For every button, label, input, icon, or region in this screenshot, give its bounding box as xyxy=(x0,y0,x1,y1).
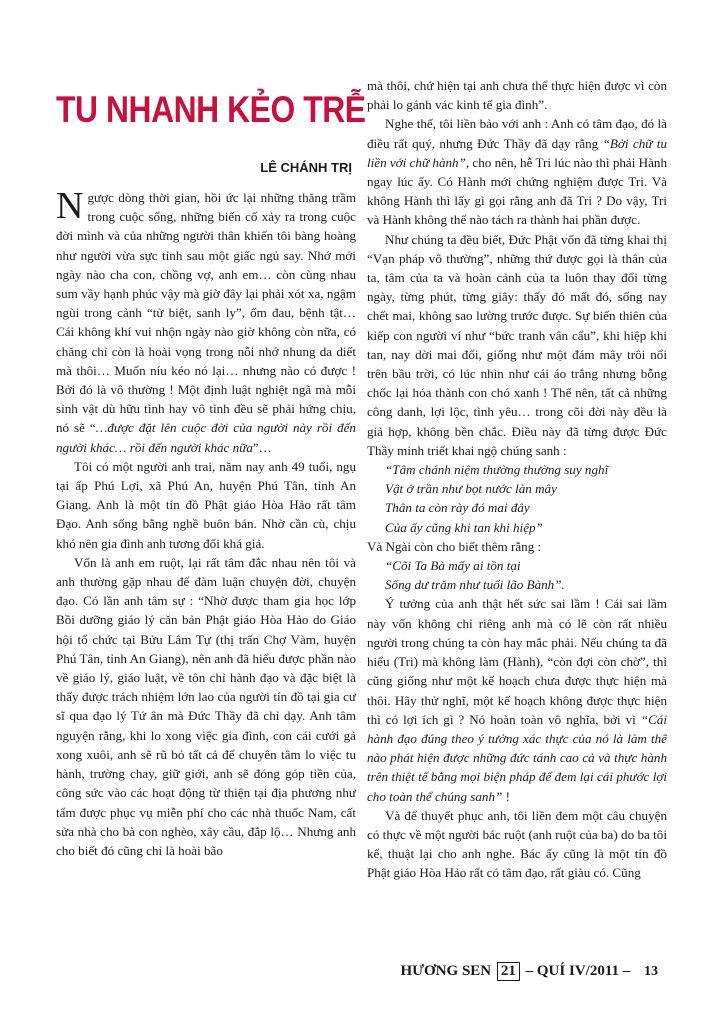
reply-text-b: , cho nên, hễ Tri lúc nào thì phải Hành ngay lúc ấy. Có Hành mới chứng nghiệm được Tri. Và không Hành thì lấy gì gọi rằng anh đã Tri ? Do vậy, Tri và Hành không thể nào tách ra thành hai phần được. xyxy=(367,154,667,228)
poem-line: “Cõi Ta Bà mấy ai tồn tại xyxy=(385,558,521,574)
confession-continued: mà thôi, chứ hiện tại anh chưa thể thực hiện được vì còn phải lo gánh vác kinh tế gia đình”. xyxy=(367,78,667,113)
page-number: 13 xyxy=(644,964,658,979)
poem-verse-2 xyxy=(367,556,667,594)
footer-dash: – xyxy=(525,963,534,979)
story-paragraph: Và để thuyết phục anh, tôi liền đem một câu chuyện có thực về một người bác ruột (anh ruột của ba) do ba tôi kể, thuật lại cho anh nghe. Bác ấy cũng là một tín đồ Phật giáo Hòa Hảo rất có tâm đạo, rất giàu có. Cũng xyxy=(367,807,667,881)
drop-cap: N xyxy=(56,188,84,227)
mistake-quote: “Cái hành đạo đúng theo ý tưởng xác thực của nó là làm thế nào phát hiện được những đức tánh cao cả và thực hành trên thiệt tế bằng mọi biện pháp để đem lại cái phước lợi cho toàn thể chúng sanh” xyxy=(367,711,667,804)
impermanence-paragraph: Như chúng ta đều biết, Đức Phật vốn đã từng khai thị “Vạn pháp vô thường”, những thứ được gọi là thân của ta, tâm của ta và hoàn cảnh của ta luôn thay đổi từng ngày, từng phút, từng giây: thấy đó mất đó, sống nay chết mai, không sao lường trước được. Sự biến thiên của kiếp con người ví như “bức tranh vân cẩu”, khi hiệp khi tan, nay dời mai đổi, giống như một đám mây trôi nổi trên bầu trời, có lúc nhìn như cái áo trắng nhưng bỗng chốc lại hóa thành con chó xanh ! Thế nên, tất cả những công danh, lợi lộc, tình yêu… trong cõi đời này đều là giả hợp, không bền chắc. Điều này đã từng được Đức Thầy minh triết khai ngộ chúng sanh : xyxy=(367,231,667,458)
reply-quote: “Bởi chữ tu liền với chữ hành” xyxy=(367,135,667,170)
brother-paragraph: Tôi có một người anh trai, năm nay anh 49 tuổi, ngụ tại ấp Phú Lợi, xã Phú An, huyện Phú Tân, tỉnh An Giang. Anh là một tín đồ Phật giáo Hòa Hảo rất tâm Đạo. Anh sống bằng nghề buôn bán. Nhờ cần cù, chịu khó nên gia đình anh tương đối khá giả. xyxy=(56,458,356,551)
transition-line: Và Ngài còn cho biết thêm rằng : xyxy=(367,538,542,554)
issue-quarter: QUÍ IV/2011 xyxy=(536,963,619,979)
left-column xyxy=(56,188,356,948)
author-name: LÊ CHÁNH TRỊ xyxy=(260,160,352,175)
poem-line: Sống dư trăm như tuổi lão Bành”. xyxy=(385,577,565,593)
article-title: TU NHANH KẺO TRỄ xyxy=(56,89,366,130)
magazine-name: HƯƠNG SEN xyxy=(400,963,492,979)
mistake-end: ! xyxy=(502,788,510,804)
reply-paragraph xyxy=(367,114,667,229)
mistake-paragraph xyxy=(367,594,667,805)
reply-text-a: Nghe thế, tôi liền bảo với anh : Anh có tâm đạo, đó là điều rất quý, nhưng Đức Thầy đã dạy rằng xyxy=(367,116,667,151)
issue-number: 21 xyxy=(497,962,520,981)
poem-verse-1 xyxy=(367,460,667,537)
page-footer xyxy=(400,962,658,981)
intro-text: gược dòng thời gian, hồi ức lại những thăng trầm trong cuộc sống, những biến cố xảy ra trong cuộc đời mình và của những người thân khiến tôi bàng hoàng như người vừa sực tỉnh sau một giấc ngủ say. Nhớ mới ngày nào cha con, chồng vợ, anh em… còn cùng nhau sum vầy hạnh phúc vậy mà giờ đây lại phải xót xa, ngậm ngùi trong cảnh “tử biệt, sanh ly”, ốm đau, bệnh tật… Cái không khí vui nhộn ngày nào giờ không còn nữa, có chăng chỉ còn là hoài vọng trong nỗi nhớ nhung da diết mà thôi… Muốn níu kéo nó lại… nhưng nào có được ! Bởi đó là vô thường ! Một định luật nghiệt ngã mà mỗi sinh vật dù hữu tình hay vô tình đều sẽ phải hứng chịu, nó sẽ “ xyxy=(56,190,356,436)
poem-line: Thân ta còn rày đó mai đây xyxy=(385,500,530,516)
confession-paragraph: Vốn là anh em ruột, lại rất tâm đắc nhau nên tôi và anh thường gặp nhau để đàm luận chuyện đời, chuyện đạo. Có lần anh tâm sự : “Nhờ được tham gia học lớp Bồi dưỡng giáo lý căn bản Phật giáo Hòa Hảo do Giáo hội tổ chức tại Bửu Lâm Tự (thị trấn Chợ Vàm, huyện Phú Tân, tỉnh An Giang), nên anh đã hiểu được phần nào về giáo lý, giáo luật, về tôn chỉ hành đạo và đặc biệt là thấy được trách nhiệm lớn lao của người tín đồ tại gia cư sĩ qua đạo lý Tứ ân mà Đức Thầy đã chỉ dạy. Anh tâm nguyện rằng, khi lo xong việc gia đình, con cái cưới gả xong xuôi, anh sẽ rũ bỏ tất cả để chuyên tâm lo việc tu hành, trường chay, giữ giới, anh sẽ đóng góp tiền của, công sức vào các hoạt động từ thiện tại địa phương như tẩm được phục vụ miễn phí cho các nhà thuốc Nam, cất sửa nhà cho bà con nghèo, xây cầu, đắp lộ… Nhưng anh cho biết đó cũng chỉ là hoài bão xyxy=(56,554,356,858)
poem-line: Vật ở trần như bọt nước làn mây xyxy=(385,481,557,497)
intro-paragraph xyxy=(56,188,356,457)
poem-line: Của ấy cũng khi tan khi hiệp” xyxy=(385,519,543,535)
intro-end: ”… xyxy=(252,439,272,455)
poem-line: “Tâm chánh niệm thường thường suy nghĩ xyxy=(385,462,609,478)
right-column xyxy=(367,76,667,968)
intro-quote: …được đặt lên cuộc đời của người này rồi đến người khác… rồi đến người khác nữa xyxy=(56,420,356,455)
footer-dash: – xyxy=(622,963,631,979)
mistake-text: Ý tưởng của anh thật hết sức sai lầm ! Cái sai lầm này vốn không chỉ riêng anh mà có lẽ còn rất nhiều người trong chúng ta còn hay mắc phải. Nếu chúng ta đã hiểu (Tri) mà không làm (Hành), “còn đợi còn chờ”, thì cũng giống như một kế hoạch chưa được thực hiện mà thôi. Hãy thử nghĩ, một kế hoạch không được thực hiện thì có lợi ích gì ? Nó hoàn toàn vô nghĩa, bởi vì xyxy=(367,596,667,727)
